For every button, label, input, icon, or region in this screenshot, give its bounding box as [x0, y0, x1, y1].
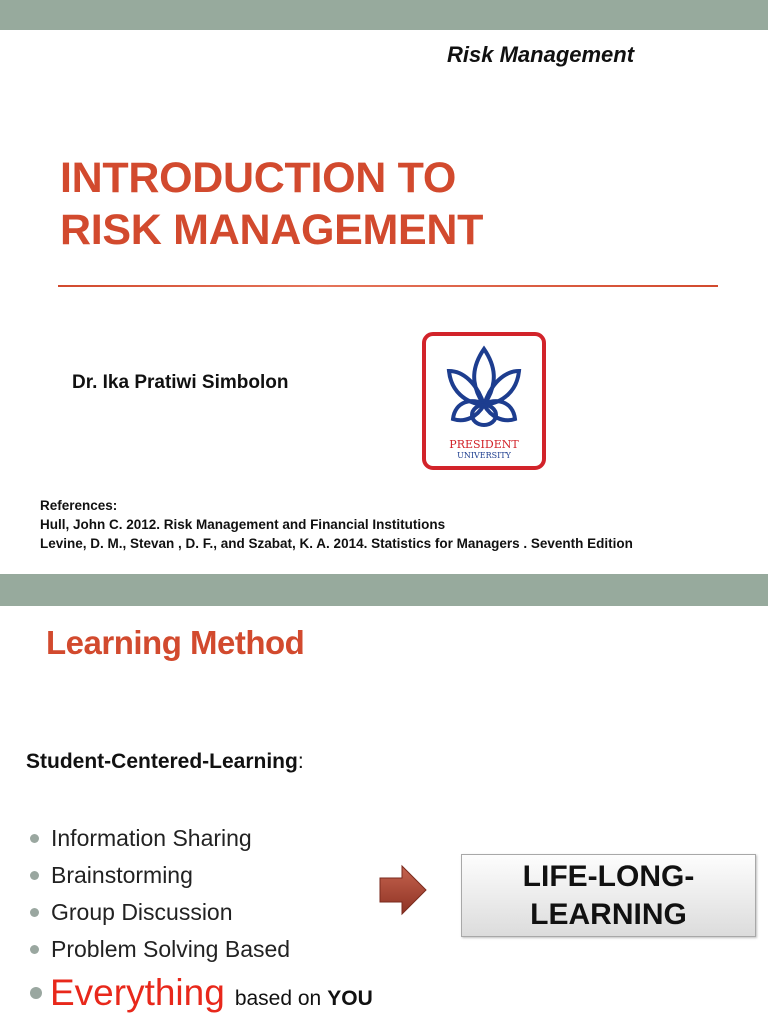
middle-divider-band — [0, 574, 768, 606]
list-item-text: Information Sharing — [51, 825, 252, 851]
logo-text-line1: PRESIDENT — [449, 438, 519, 451]
everything-line — [30, 972, 373, 1014]
section-title: Learning Method — [46, 624, 305, 661]
title-underline — [58, 285, 718, 287]
bullet-dot-icon — [30, 945, 39, 954]
bullet-dot-icon — [30, 871, 39, 880]
list-item — [30, 931, 290, 968]
main-title-line1: INTRODUCTION TO — [60, 154, 457, 202]
method-list — [30, 820, 290, 968]
bullet-dot-icon — [30, 908, 39, 917]
header-label: Risk Management — [447, 42, 635, 67]
top-divider-band — [0, 0, 768, 30]
box-line1: LIFE-LONG- — [522, 859, 695, 893]
everything-text: Everything — [50, 972, 225, 1013]
right-arrow-icon — [378, 864, 428, 916]
main-title-line2: RISK MANAGEMENT — [60, 206, 484, 254]
reference-item: Hull, John C. 2012. Risk Management and Financial Institutions — [40, 517, 446, 532]
logo-text-line2: UNIVERSITY — [457, 451, 511, 460]
list-item — [30, 857, 290, 894]
list-item-text: Group Discussion — [51, 899, 233, 925]
life-long-learning-box — [461, 854, 756, 937]
references-heading: References: — [40, 498, 118, 513]
list-item — [30, 820, 290, 857]
life-long-learning-text — [509, 858, 709, 934]
references — [40, 496, 633, 553]
list-item-text: Brainstorming — [51, 862, 193, 888]
list-item-text: Problem Solving Based — [51, 936, 291, 962]
bullet-dot-icon — [30, 987, 42, 999]
scl-colon: : — [297, 750, 304, 773]
scl-label: Student-Centered-Learning — [26, 750, 298, 773]
scl-heading — [26, 750, 304, 774]
bullet-dot-icon — [30, 834, 39, 843]
box-line2: LEARNING — [530, 897, 687, 931]
you-text: YOU — [327, 987, 373, 1010]
slide-title — [0, 30, 768, 574]
slide-learning-method — [0, 606, 768, 1024]
list-item — [30, 894, 290, 931]
author-name: Dr. Ika Pratiwi Simbolon — [72, 372, 289, 393]
main-title — [60, 152, 483, 256]
reference-item: Levine, D. M., Stevan , D. F., and Szabat, K. A. 2014. Statistics for Managers . Seventh Edition — [40, 536, 633, 551]
lotus-logo — [421, 331, 547, 471]
based-on-text: based on — [234, 987, 322, 1010]
